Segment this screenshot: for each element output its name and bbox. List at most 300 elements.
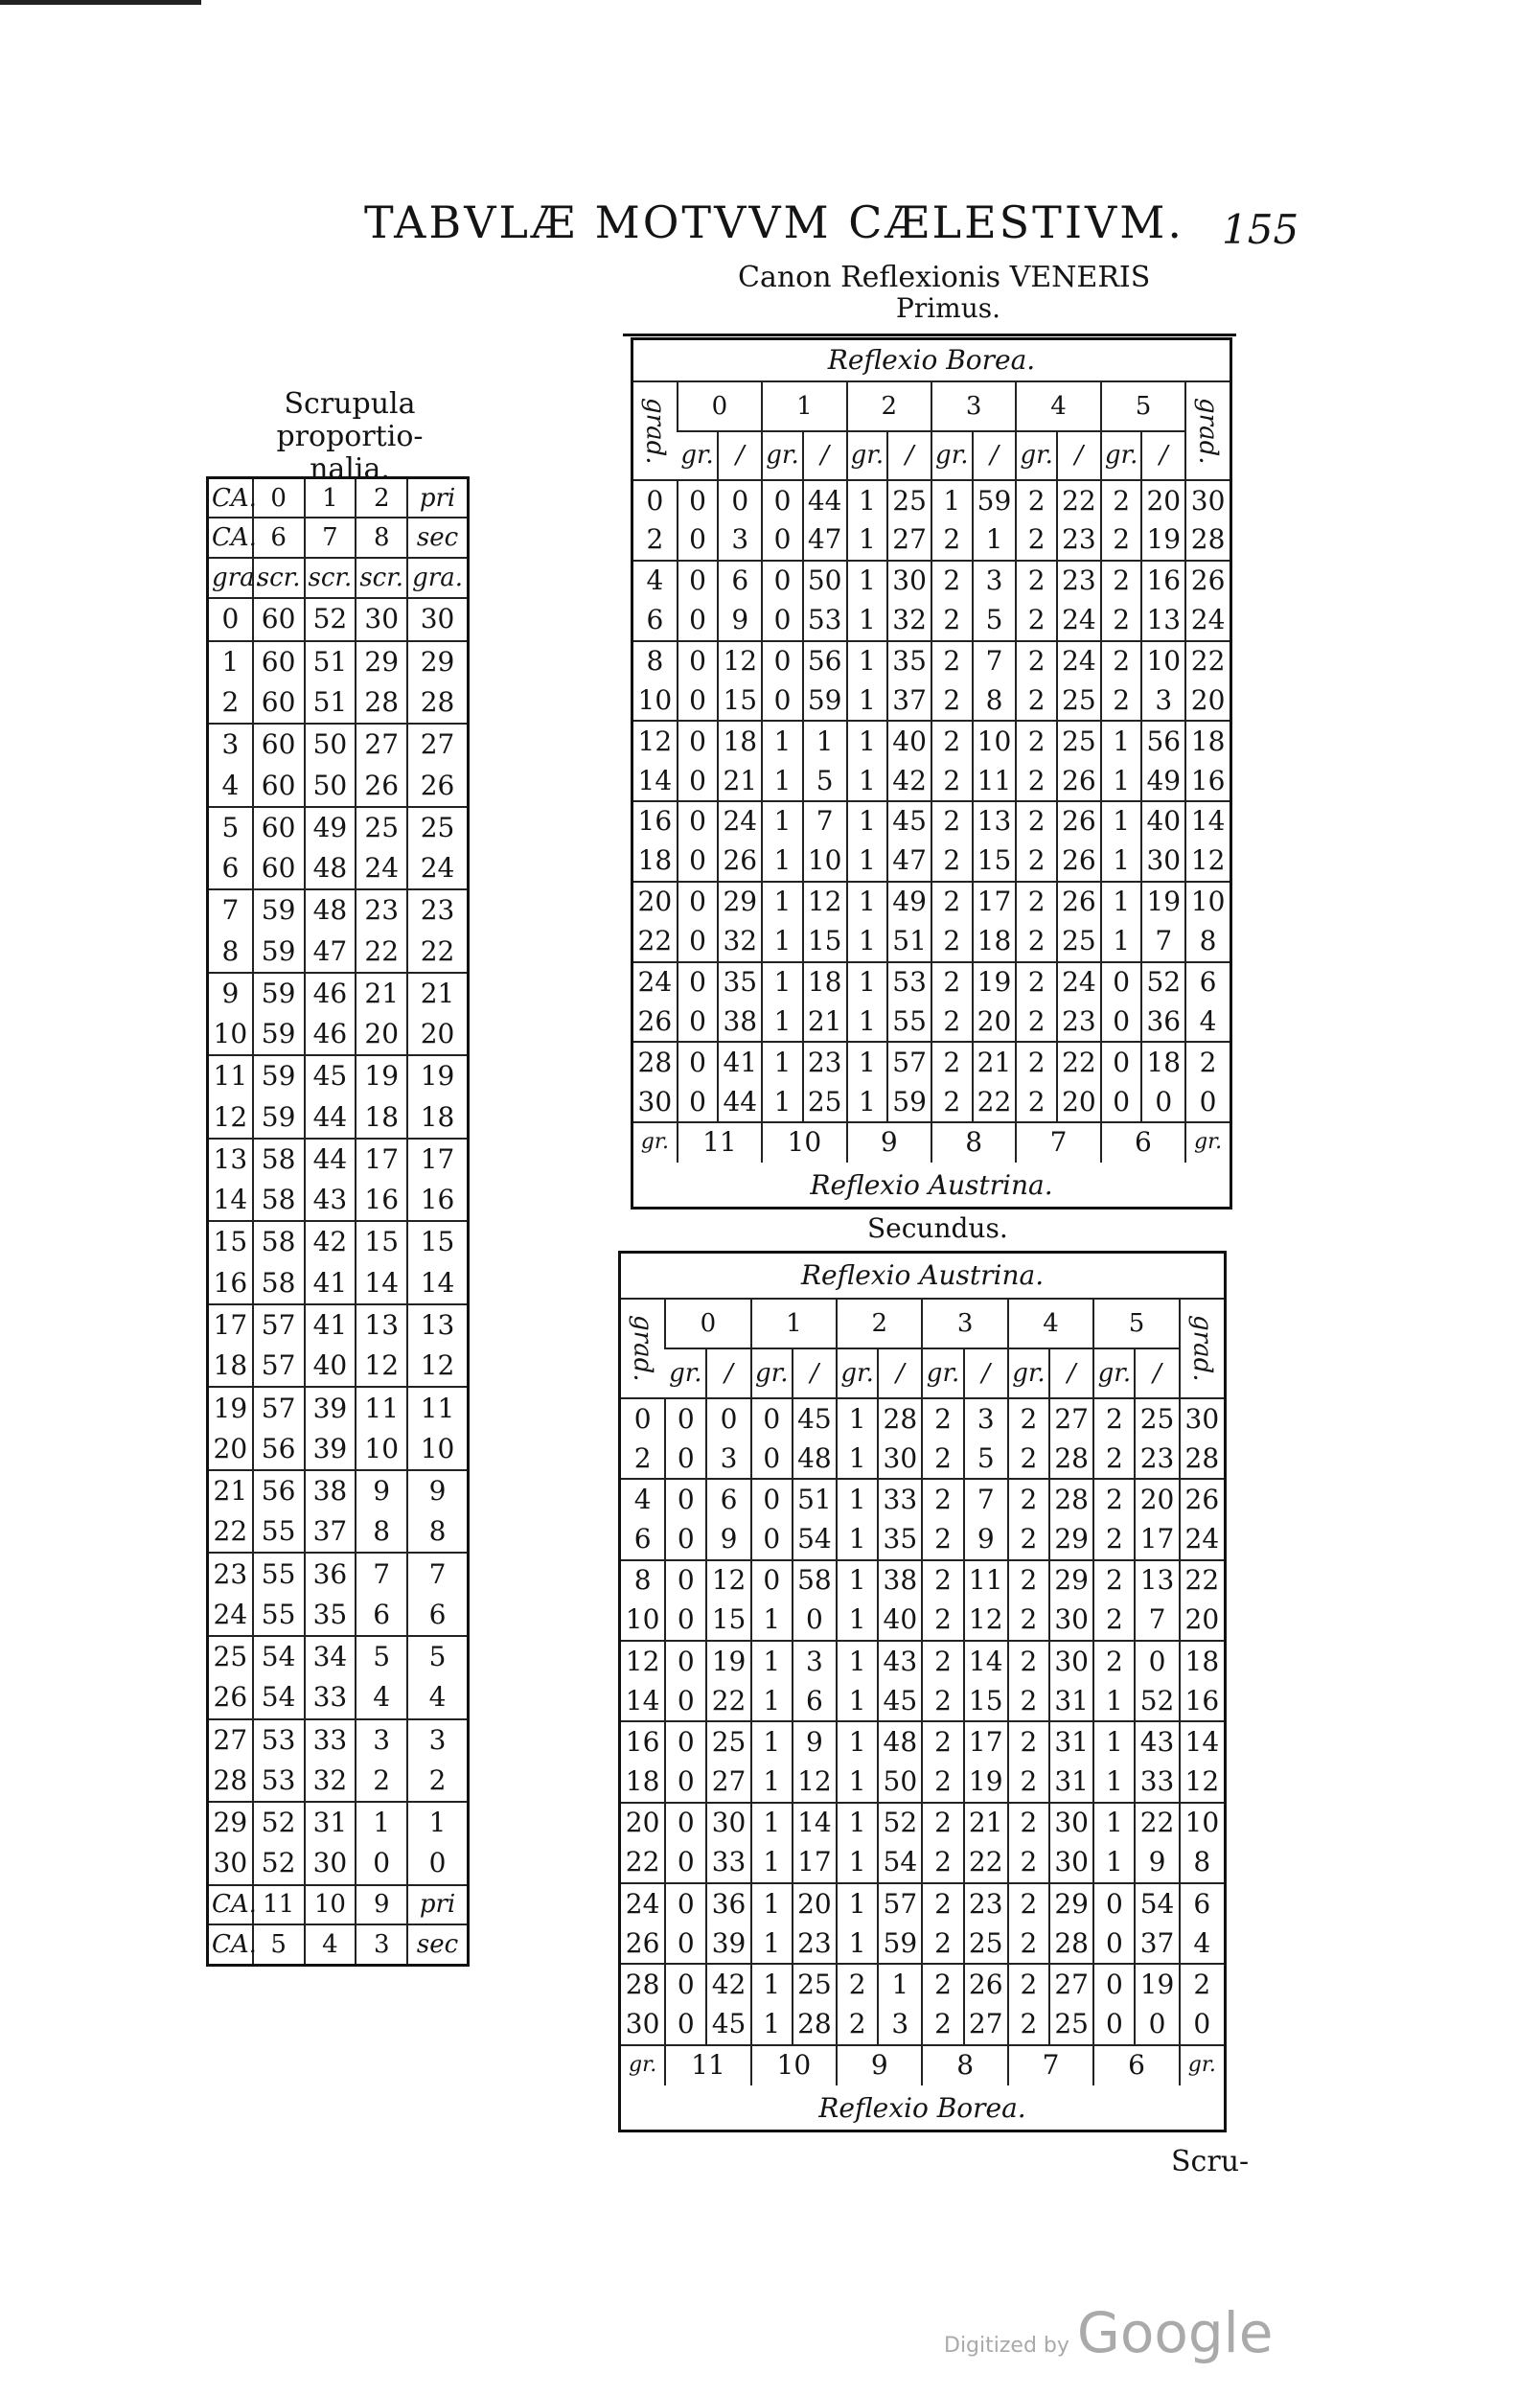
secundus-cell: 0 — [665, 1964, 706, 2004]
scrupula-cell: 15 — [209, 1221, 253, 1262]
scrupula-header-cell: scr. — [305, 558, 356, 598]
scrupula-cell: 7 — [407, 1553, 467, 1594]
scrupula-cell: 45 — [305, 1055, 356, 1096]
primus-cell: 11 — [973, 761, 1017, 801]
primus-cell: 8 — [633, 641, 678, 681]
secundus-unit-row — [621, 1348, 1224, 1398]
scrupula-cell: 6 — [356, 1595, 407, 1636]
secundus-cell: 1 — [837, 1843, 878, 1883]
primus-cell: 18 — [1185, 721, 1230, 761]
primus-cell: 29 — [718, 882, 762, 922]
primus-top-caption: Reflexio Borea. — [827, 344, 1036, 376]
primus-cell: 10 — [973, 721, 1017, 761]
scrupula-cell: 56 — [253, 1429, 305, 1470]
primus-cell: 14 — [1185, 801, 1230, 841]
scrupula-cell: 57 — [253, 1304, 305, 1346]
secundus-cell: 36 — [706, 1883, 750, 1924]
primus-cell: 2 — [1016, 761, 1057, 801]
primus-cell: 20 — [1057, 1082, 1101, 1122]
scrupula-header-row — [209, 518, 467, 558]
scrupula-row — [209, 1097, 467, 1139]
secundus-cell: 25 — [706, 1721, 750, 1762]
scrupula-cell: 1 — [356, 1802, 407, 1843]
primus-cell: 22 — [1185, 641, 1230, 681]
primus-cell: 38 — [718, 1002, 762, 1042]
primus-gr-label: gr. — [847, 431, 888, 481]
primus-cell: 40 — [887, 721, 931, 761]
primus-cell: 20 — [973, 1002, 1017, 1042]
secundus-cell: 30 — [1049, 1601, 1093, 1641]
primus-cell: 26 — [1185, 561, 1230, 601]
secundus-cell: 10 — [1180, 1803, 1224, 1843]
secundus-min-label: / — [1135, 1348, 1179, 1398]
secundus-cell: 2 — [922, 1479, 963, 1519]
primus-gr-label: gr. — [678, 431, 719, 481]
canon-title: Canon Reflexionis VENERIS — [738, 261, 1151, 294]
primus-label: Primus. — [896, 292, 1001, 324]
secundus-cell: 30 — [706, 1803, 750, 1843]
scrupula-cell: 48 — [305, 848, 356, 889]
secundus-sign-header: 0 — [665, 1299, 750, 1348]
secundus-cell: 38 — [878, 1560, 922, 1601]
scrupula-cell: 29 — [407, 641, 467, 682]
primus-sign-header: 2 — [847, 381, 931, 431]
scrupula-row — [209, 1263, 467, 1304]
secundus-sign-header: 5 — [1093, 1299, 1179, 1348]
primus-cell: 21 — [803, 1002, 847, 1042]
primus-cell: 16 — [1185, 761, 1230, 801]
secundus-cell: 43 — [1135, 1721, 1179, 1762]
primus-cell: 40 — [1141, 801, 1185, 841]
scrupula-cell: 26 — [356, 765, 407, 806]
secundus-cell: 9 — [706, 1519, 750, 1559]
primus-cell: 15 — [718, 680, 762, 721]
secundus-row — [621, 1519, 1224, 1559]
primus-cell: 0 — [762, 520, 803, 561]
secundus-cell: 13 — [1135, 1560, 1179, 1601]
scrupula-header-row — [209, 479, 467, 518]
secundus-cell: 54 — [878, 1843, 922, 1883]
scrupula-row — [209, 1304, 467, 1346]
scrupula-row — [209, 1346, 467, 1387]
secundus-cell: 4 — [1180, 1924, 1224, 1964]
primus-top-rule — [623, 334, 1236, 336]
primus-cell: 0 — [1101, 1042, 1142, 1082]
secundus-cell: 0 — [665, 1479, 706, 1519]
secundus-cell: 25 — [793, 1964, 837, 2004]
secundus-cell: 0 — [706, 1398, 750, 1439]
primus-cell: 21 — [973, 1042, 1017, 1082]
scrupula-cell: 47 — [305, 931, 356, 972]
primus-cell: 2 — [1016, 801, 1057, 841]
scrupula-cell: 48 — [305, 889, 356, 931]
secundus-cell: 2 — [1093, 1560, 1135, 1601]
primus-cell: 30 — [1141, 841, 1185, 882]
primus-cell: 0 — [678, 480, 719, 520]
primus-cell: 0 — [678, 1082, 719, 1122]
primus-cell: 2 — [1016, 601, 1057, 641]
scrupula-grid — [209, 479, 467, 1964]
secundus-cell: 2 — [922, 1398, 963, 1439]
scrupula-cell: 0 — [407, 1843, 467, 1884]
scrupula-cell: 16 — [356, 1180, 407, 1221]
primus-cell: 4 — [1185, 1002, 1230, 1042]
primus-cell: 24 — [633, 962, 678, 1002]
secundus-cell: 20 — [621, 1803, 665, 1843]
scrupula-cell: 8 — [221, 934, 240, 967]
primus-footer-cell: 7 — [1016, 1122, 1100, 1163]
scrupula-row — [209, 1180, 467, 1221]
secundus-cell: 20 — [793, 1883, 837, 1924]
scrupula-cell: 60 — [253, 682, 305, 724]
primus-gr-label: gr. — [931, 431, 973, 481]
secundus-cell: 1 — [837, 1560, 878, 1601]
secundus-footer-cell: 8 — [922, 2045, 1007, 2085]
secundus-cell: 1 — [751, 1883, 793, 1924]
secundus-cell: 12 — [964, 1601, 1008, 1641]
primus-cell: 20 — [1185, 680, 1230, 721]
primus-cell: 2 — [931, 680, 973, 721]
scrupula-cell: 32 — [305, 1761, 356, 1802]
primus-cell: 2 — [1101, 561, 1142, 601]
secundus-grid-area — [621, 1298, 1224, 2085]
primus-sign-header: 1 — [762, 381, 846, 431]
primus-row — [633, 882, 1230, 922]
primus-cell: 23 — [803, 1042, 847, 1082]
secundus-cell: 0 — [1093, 2005, 1135, 2045]
secundus-cell: 31 — [1049, 1762, 1093, 1803]
primus-cell: 1 — [1101, 841, 1142, 882]
scrupula-cell: 4 — [221, 769, 240, 801]
primus-cell: 0 — [678, 601, 719, 641]
secundus-cell: 1 — [837, 1601, 878, 1641]
secundus-cell: 2 — [1008, 1601, 1049, 1641]
secundus-cell: 3 — [964, 1398, 1008, 1439]
secundus-cell: 1 — [878, 1964, 922, 2004]
secundus-cell: 18 — [625, 1765, 660, 1798]
primus-cell: 0 — [762, 480, 803, 520]
secundus-cell: 22 — [964, 1843, 1008, 1883]
secundus-cell: 48 — [878, 1721, 922, 1762]
scrupula-cell: 16 — [213, 1266, 248, 1299]
primus-cell: 2 — [1016, 721, 1057, 761]
primus-cell: 25 — [1057, 922, 1101, 962]
secundus-cell: 28 — [1049, 1479, 1093, 1519]
scrupula-cell: 23 — [407, 889, 467, 931]
secundus-cell: 52 — [1135, 1681, 1179, 1721]
secundus-sign-header: 1 — [751, 1299, 837, 1348]
scrupula-cell: 3 — [407, 1719, 467, 1761]
secundus-cell: 1 — [837, 1641, 878, 1681]
primus-cell: 3 — [718, 520, 762, 561]
secundus-cell: 19 — [1135, 1964, 1179, 2004]
primus-cell: 23 — [1057, 561, 1101, 601]
scrupula-cell: 27 — [407, 724, 467, 765]
scrupula-cell: 5 — [209, 807, 253, 848]
secundus-cell: 1 — [1093, 1721, 1135, 1762]
secundus-row — [621, 1924, 1224, 1964]
primus-cell: 1 — [1101, 801, 1142, 841]
primus-cell: 0 — [633, 480, 678, 520]
scrupula-cell: 10 — [407, 1429, 467, 1470]
secundus-cell: 2 — [1093, 1398, 1135, 1439]
primus-cell: 52 — [1141, 962, 1185, 1002]
primus-cell: 0 — [678, 641, 719, 681]
secundus-cell: 2 — [922, 1924, 963, 1964]
primus-cell: 0 — [762, 601, 803, 641]
scrupula-cell: 28 — [213, 1763, 248, 1796]
secundus-cell: 22 — [706, 1681, 750, 1721]
scrupula-cell: 22 — [356, 931, 407, 972]
scrupula-cell: 21 — [209, 1470, 253, 1511]
scrupula-cell: 55 — [253, 1553, 305, 1594]
secundus-cell: 2 — [1008, 1843, 1049, 1883]
secundus-row — [621, 2005, 1224, 2045]
primus-cell: 1 — [847, 601, 888, 641]
secundus-cell: 0 — [1135, 1641, 1179, 1681]
secundus-cell: 20 — [1180, 1601, 1224, 1641]
secundus-cell: 19 — [706, 1641, 750, 1681]
scrupula-cell: 17 — [209, 1304, 253, 1346]
scrupula-title-line1: Scrupula proportio- — [276, 387, 424, 453]
scrupula-cell: 21 — [407, 973, 467, 1014]
scrupula-cell: 26 — [213, 1681, 248, 1714]
running-head: TABVLÆ MOTVVM CÆLESTIVM. — [364, 196, 1184, 248]
scrupula-cell: 54 — [253, 1677, 305, 1718]
secundus-cell: 33 — [706, 1843, 750, 1883]
scrupula-cell: 59 — [253, 1014, 305, 1055]
secundus-cell: 7 — [1135, 1601, 1179, 1641]
primus-cell: 26 — [1057, 841, 1101, 882]
primus-cell: 28 — [633, 1042, 678, 1082]
scrupula-cell: 17 — [407, 1139, 467, 1180]
scrupula-cell: 28 — [356, 682, 407, 724]
primus-cell: 2 — [1016, 841, 1057, 882]
primus-cell: 1 — [762, 1082, 803, 1122]
secundus-cell: 17 — [1135, 1519, 1179, 1559]
primus-sign-header: 5 — [1101, 381, 1185, 431]
scrupula-cell: 21 — [356, 973, 407, 1014]
secundus-cell: 0 — [665, 1924, 706, 1964]
secundus-cell: 16 — [621, 1721, 665, 1762]
scrupula-cell: 60 — [253, 807, 305, 848]
secundus-sign-row — [621, 1299, 1224, 1348]
scrupula-header-cell: gra. — [407, 558, 467, 598]
secundus-bottom-caption: Reflexio Borea. — [818, 2092, 1026, 2124]
primus-cell: 0 — [1101, 962, 1142, 1002]
primus-cell: 1 — [762, 761, 803, 801]
scrupula-cell: 3 — [356, 1719, 407, 1761]
primus-cell: 1 — [803, 721, 847, 761]
secundus-cell: 28 — [621, 1964, 665, 2004]
primus-cell: 9 — [718, 601, 762, 641]
secundus-cell: 16 — [1180, 1681, 1224, 1721]
secundus-cell: 9 — [793, 1721, 837, 1762]
primus-cell: 23 — [1057, 520, 1101, 561]
secundus-cell: 9 — [964, 1519, 1008, 1559]
scrupula-row — [209, 1719, 467, 1761]
primus-cell: 6 — [646, 604, 664, 636]
secundus-cell: 0 — [793, 1601, 837, 1641]
scrupula-cell: 40 — [305, 1346, 356, 1387]
secundus-cell: 1 — [837, 1883, 878, 1924]
scrupula-row — [209, 1470, 467, 1511]
scrupula-cell: 13 — [407, 1304, 467, 1346]
primus-cell: 3 — [973, 561, 1017, 601]
secundus-cell: 28 — [793, 2005, 837, 2045]
secundus-cell: 58 — [793, 1560, 837, 1601]
secundus-cell: 1 — [751, 1681, 793, 1721]
secundus-cell: 1 — [751, 1762, 793, 1803]
secundus-row — [621, 1843, 1224, 1883]
secundus-grad-label-right: grad. — [1180, 1299, 1224, 1398]
primus-cell: 7 — [1141, 922, 1185, 962]
scrupula-cell: 46 — [305, 973, 356, 1014]
primus-cell: 26 — [1057, 761, 1101, 801]
scrupula-cell: 50 — [305, 724, 356, 765]
primus-cell: 50 — [803, 561, 847, 601]
secundus-cell: 1 — [837, 1803, 878, 1843]
primus-cell: 0 — [1185, 1082, 1230, 1122]
primus-cell: 2 — [1101, 520, 1142, 561]
primus-footer-cell: gr. — [633, 1122, 678, 1163]
primus-cell: 1 — [762, 721, 803, 761]
scrupula-cell: 44 — [305, 1139, 356, 1180]
secundus-cell: 2 — [922, 1964, 963, 2004]
primus-cell: 1 — [847, 1002, 888, 1042]
scrupula-cell: 34 — [305, 1636, 356, 1677]
primus-cell: 2 — [931, 1002, 973, 1042]
primus-cell: 0 — [718, 480, 762, 520]
primus-grid-area — [633, 380, 1230, 1163]
primus-cell: 17 — [973, 882, 1017, 922]
primus-cell: 13 — [973, 801, 1017, 841]
scrupula-cell: 24 — [213, 1598, 248, 1630]
primus-cell: 1 — [762, 801, 803, 841]
scrupula-row — [209, 889, 467, 931]
secundus-cell: 17 — [964, 1721, 1008, 1762]
scrupula-cell: 58 — [253, 1221, 305, 1262]
primus-cell: 15 — [803, 922, 847, 962]
primus-cell: 19 — [973, 962, 1017, 1002]
scrupula-cell: 57 — [253, 1346, 305, 1387]
secundus-row — [621, 1641, 1224, 1681]
primus-cell: 2 — [931, 520, 973, 561]
secundus-sign-header: 4 — [1008, 1299, 1093, 1348]
primus-cell: 56 — [803, 641, 847, 681]
secundus-min-label: / — [964, 1348, 1008, 1398]
primus-cell: 2 — [646, 523, 664, 556]
scrupula-cell: 17 — [356, 1139, 407, 1180]
secundus-cell: 22 — [1180, 1560, 1224, 1601]
primus-cell: 51 — [887, 922, 931, 962]
secundus-cell: 1 — [837, 1762, 878, 1803]
scrupula-row — [209, 1511, 467, 1553]
secundus-cell: 1 — [837, 1519, 878, 1559]
primus-cell: 8 — [973, 680, 1017, 721]
primus-row — [633, 841, 1230, 882]
primus-cell: 5 — [973, 601, 1017, 641]
scrupula-cell: 13 — [209, 1139, 253, 1180]
secundus-cell: 6 — [793, 1681, 837, 1721]
secundus-cell: 45 — [706, 2005, 750, 2045]
scrupula-cell: 25 — [209, 1636, 253, 1677]
secundus-cell: 2 — [922, 1803, 963, 1843]
scrupula-cell: 29 — [209, 1802, 253, 1843]
scrupula-cell: 12 — [213, 1100, 248, 1133]
secundus-cell: 22 — [625, 1846, 660, 1878]
scrupula-cell: 30 — [305, 1843, 356, 1884]
primus-cell: 6 — [1185, 962, 1230, 1002]
scrupula-row — [209, 724, 467, 765]
secundus-cell: 39 — [706, 1924, 750, 1964]
secundus-cell: 52 — [878, 1803, 922, 1843]
primus-cell: 1 — [847, 721, 888, 761]
primus-cell: 53 — [803, 601, 847, 641]
secundus-cell: 1 — [751, 1601, 793, 1641]
scrupula-cell: 8 — [356, 1511, 407, 1553]
secundus-cell: 31 — [1049, 1681, 1093, 1721]
primus-cell: 1 — [762, 841, 803, 882]
primus-cell: 0 — [678, 1002, 719, 1042]
scrupula-cell: 36 — [305, 1553, 356, 1594]
secundus-cell: 12 — [621, 1641, 665, 1681]
secundus-cell: 12 — [706, 1560, 750, 1601]
watermark-small-text: Digitized by — [944, 2334, 1069, 2358]
secundus-cell: 6 — [706, 1479, 750, 1519]
secundus-cell: 2 — [1008, 1721, 1049, 1762]
primus-row — [633, 480, 1230, 520]
secundus-cell: 0 — [665, 1560, 706, 1601]
scrupula-cell: 33 — [305, 1719, 356, 1761]
secundus-cell: 6 — [633, 1523, 652, 1555]
secundus-cell: 57 — [878, 1883, 922, 1924]
secundus-cell: 0 — [665, 1721, 706, 1762]
secundus-row — [621, 1762, 1224, 1803]
scrupula-cell: 60 — [253, 598, 305, 641]
primus-row — [633, 1042, 1230, 1082]
primus-cell: 1 — [762, 1002, 803, 1042]
primus-cell: 26 — [718, 841, 762, 882]
secundus-sign-header: 3 — [922, 1299, 1007, 1348]
scrupula-footer-cell: sec — [407, 1924, 467, 1964]
primus-cell: 1 — [847, 882, 888, 922]
primus-row — [633, 761, 1230, 801]
secundus-top-caption: Reflexio Austrina. — [800, 1259, 1045, 1291]
primus-cell: 30 — [1185, 480, 1230, 520]
secundus-row — [621, 1681, 1224, 1721]
secundus-cell: 40 — [878, 1601, 922, 1641]
primus-row — [633, 801, 1230, 841]
primus-cell: 2 — [1016, 922, 1057, 962]
primus-row — [633, 1082, 1230, 1122]
primus-cell: 12 — [803, 882, 847, 922]
primus-min-label: / — [1141, 431, 1185, 481]
primus-grad-label-left: grad. — [633, 381, 678, 480]
secundus-cell: 8 — [1180, 1843, 1224, 1883]
primus-cell: 0 — [762, 641, 803, 681]
secundus-gr-label: gr. — [751, 1348, 793, 1398]
secundus-cell: 31 — [1049, 1721, 1093, 1762]
primus-cell: 22 — [973, 1082, 1017, 1122]
primus-cell: 0 — [678, 962, 719, 1002]
scrupula-cell: 18 — [213, 1349, 248, 1382]
primus-sign-header: 3 — [931, 381, 1016, 431]
secundus-cell: 8 — [621, 1560, 665, 1601]
secundus-cell: 30 — [878, 1439, 922, 1479]
primus-cell: 0 — [1101, 1002, 1142, 1042]
secundus-cell: 5 — [964, 1439, 1008, 1479]
